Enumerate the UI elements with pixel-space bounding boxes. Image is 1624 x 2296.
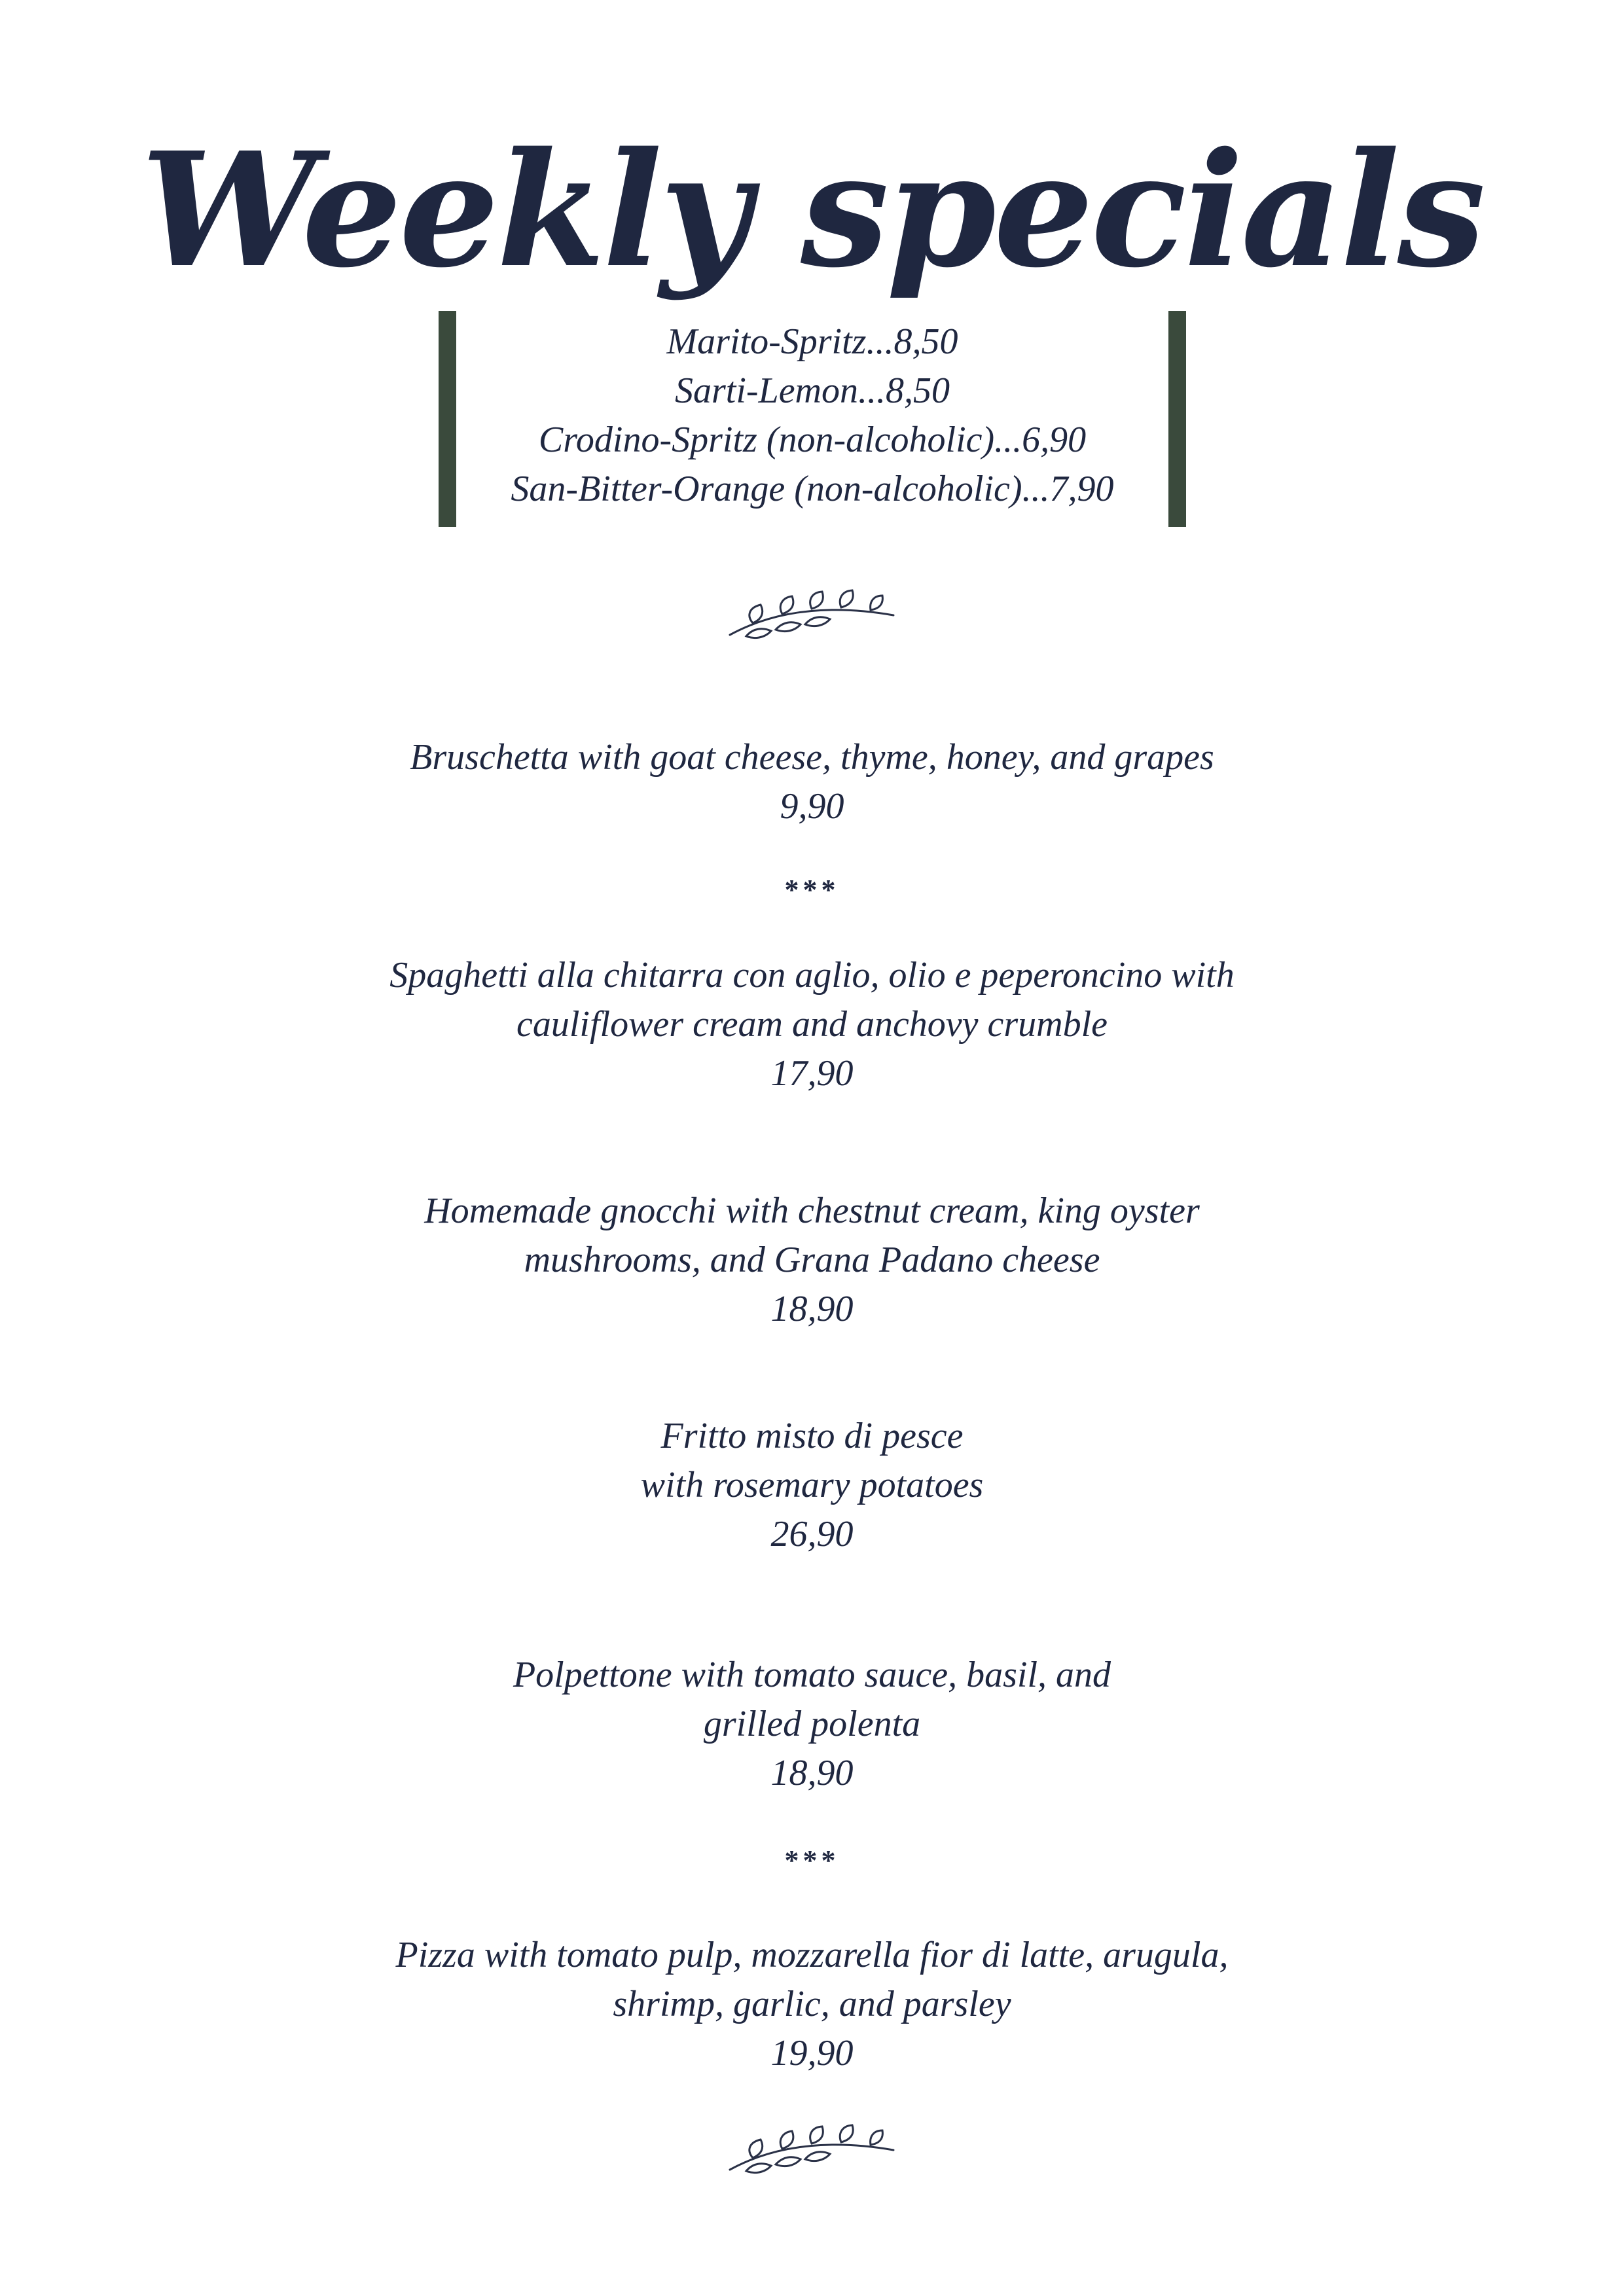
dish-price: 19,90 [770, 2033, 854, 2073]
dish-price: 17,90 [770, 1053, 854, 1094]
dish-price: 18,90 [770, 1753, 854, 1793]
page-title: Weekly specials [141, 117, 1483, 302]
separator: *** [784, 874, 840, 906]
drinks-box [439, 311, 1186, 527]
dish-item [0, 1412, 1624, 1559]
dish-price: 9,90 [780, 786, 844, 827]
dish-name-line: Polpettone with tomato sauce, basil, and [513, 1655, 1111, 1695]
leaf-sprig-icon [727, 576, 898, 641]
drink-item: Marito-Spritz...8,50 [666, 321, 958, 362]
dish-name-line: Pizza with tomato pulp, mozzarella fior di latte, arugula, [395, 1935, 1229, 1975]
dish-item [0, 1651, 1624, 1798]
separator: *** [784, 1844, 840, 1876]
dish-item [0, 1187, 1624, 1334]
right-accent-bar [1168, 311, 1186, 527]
dish-price: 18,90 [770, 1289, 854, 1329]
dish-name-line: with rosemary potatoes [640, 1465, 984, 1505]
dish-name-line: grilled polenta [703, 1704, 921, 1744]
dish-item [0, 951, 1624, 1098]
leaf-sprig-icon [727, 2111, 898, 2176]
drinks-list [456, 317, 1168, 514]
dish-name-line: mushrooms, and Grana Padano cheese [524, 1240, 1100, 1280]
dish-name-line: shrimp, garlic, and parsley [613, 1984, 1011, 2024]
drink-item: Crodino-Spritz (non-alcoholic)...6,90 [538, 420, 1087, 460]
dish-name-line: Spaghetti alla chitarra con aglio, olio e peperoncino with [389, 955, 1235, 996]
drink-item: Sarti-Lemon...8,50 [675, 370, 950, 411]
dish-item [0, 733, 1624, 831]
dish-name-line: Fritto misto di pesce [660, 1416, 964, 1456]
dish-name-line: Homemade gnocchi with chestnut cream, king oyster [424, 1191, 1200, 1231]
left-accent-bar [439, 311, 456, 527]
dish-price: 26,90 [770, 1514, 854, 1554]
dish-item [0, 1931, 1624, 2078]
dish-name-line: cauliflower cream and anchovy crumble [516, 1004, 1108, 1045]
dish-name-line: Bruschetta with goat cheese, thyme, honey, and grapes [410, 737, 1214, 778]
drink-item: San-Bitter-Orange (non-alcoholic)...7,90 [511, 469, 1114, 509]
